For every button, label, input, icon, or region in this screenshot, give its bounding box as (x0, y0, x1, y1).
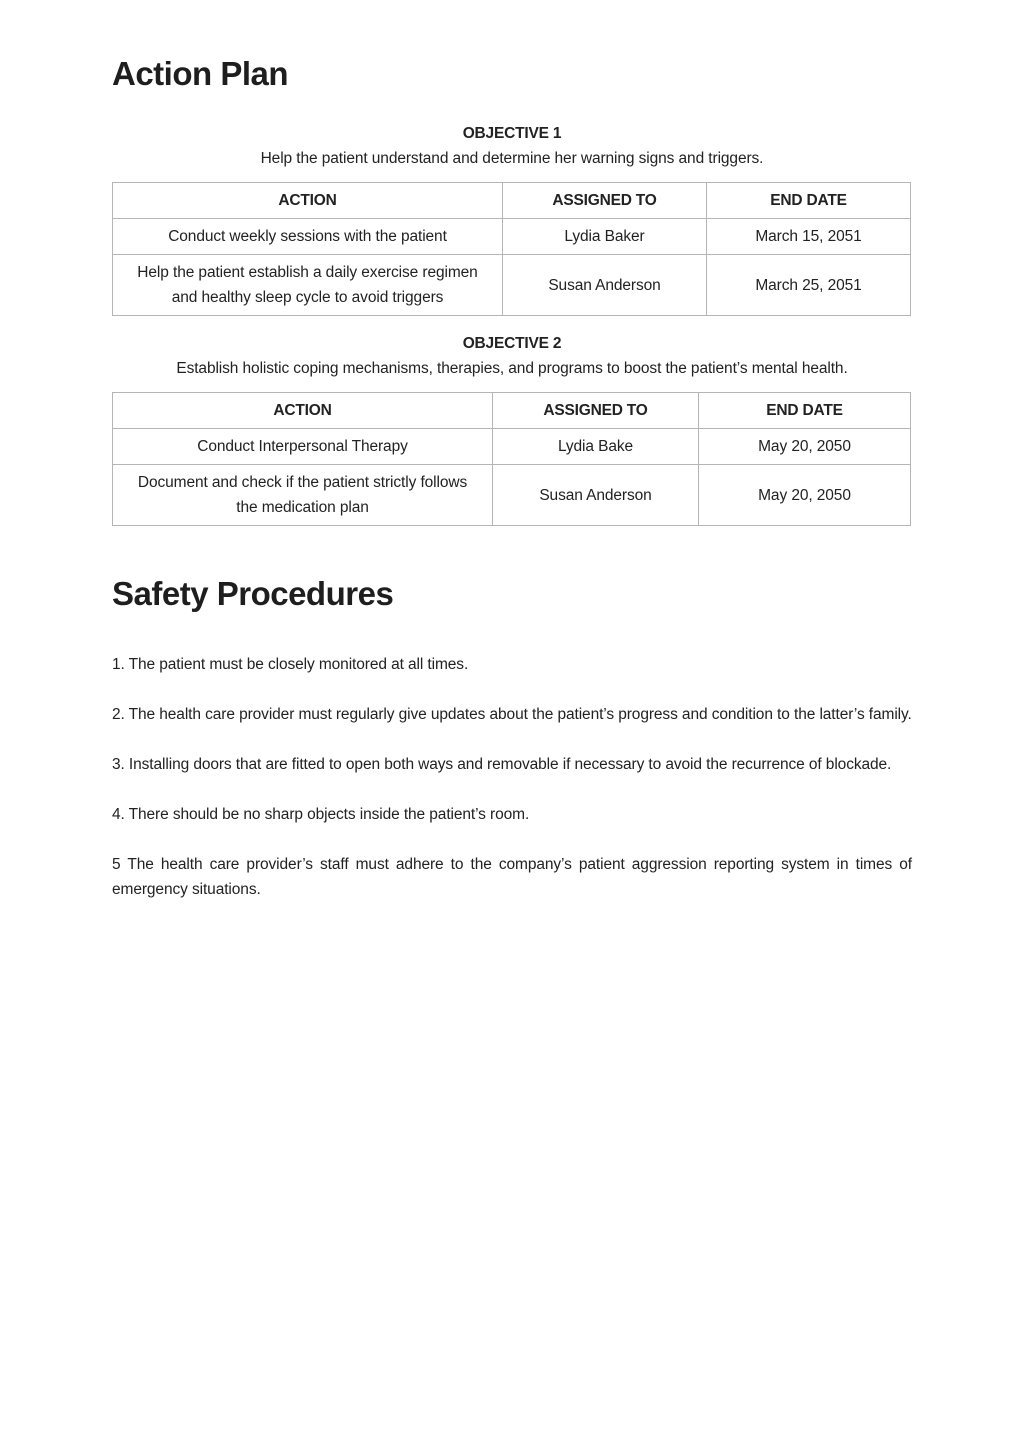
column-header-action: ACTION (113, 393, 493, 429)
action-plan-heading: Action Plan (112, 55, 289, 92)
safety-procedures-list (112, 652, 912, 902)
document-content (112, 52, 912, 927)
safety-procedure-item: 3. Installing doors that are fitted to open both ways and removable if necessary to avoid the recurrence of blockade. (112, 756, 892, 773)
objective-2-title: OBJECTIVE 2 (462, 335, 562, 352)
column-header-end-date: END DATE (699, 393, 911, 429)
column-header-end-date: END DATE (707, 183, 911, 219)
table-row (113, 219, 911, 255)
action-cell: Document and check if the patient strictly follows the medication plan (113, 465, 493, 526)
safety-procedure-item: 5 The health care provider’s staff must adhere to the company’s patient aggression reporting system in times of emergency situations. (112, 856, 912, 898)
objective-2-description: Establish holistic coping mechanisms, therapies, and programs to boost the patient’s mental health. (176, 360, 848, 377)
end-date-cell: March 25, 2051 (707, 255, 911, 316)
assigned-to-cell: Susan Anderson (503, 255, 707, 316)
objective-2-section (112, 334, 912, 526)
column-header-assigned-to: ASSIGNED TO (503, 183, 707, 219)
column-header-action: ACTION (113, 183, 503, 219)
end-date-cell: May 20, 2050 (699, 429, 911, 465)
objective-2-table (112, 392, 911, 526)
action-cell: Conduct weekly sessions with the patient (113, 219, 503, 255)
assigned-to-cell: Susan Anderson (493, 465, 699, 526)
objective-1-section (112, 124, 912, 316)
safety-procedure-item: 4. There should be no sharp objects inside the patient’s room. (112, 806, 530, 823)
table-row (113, 465, 911, 526)
end-date-cell: May 20, 2050 (699, 465, 911, 526)
objective-1-description: Help the patient understand and determine her warning signs and triggers. (260, 150, 764, 167)
column-header-assigned-to: ASSIGNED TO (493, 393, 699, 429)
action-cell: Help the patient establish a daily exercise regimen and healthy sleep cycle to avoid triggers (113, 255, 503, 316)
objective-1-title: OBJECTIVE 1 (462, 125, 562, 142)
assigned-to-cell: Lydia Baker (503, 219, 707, 255)
table-header-row (113, 183, 911, 219)
safety-procedure-item: 1. The patient must be closely monitored at all times. (112, 656, 469, 673)
objective-1-table (112, 182, 911, 316)
table-header-row (113, 393, 911, 429)
safety-procedure-item: 2. The health care provider must regularly give updates about the patient’s progress and condition to the latter’s family. (112, 706, 912, 723)
action-cell: Conduct Interpersonal Therapy (113, 429, 493, 465)
end-date-cell: March 15, 2051 (707, 219, 911, 255)
table-row (113, 255, 911, 316)
assigned-to-cell: Lydia Bake (493, 429, 699, 465)
safety-procedures-heading: Safety Procedures (112, 575, 394, 612)
table-row (113, 429, 911, 465)
